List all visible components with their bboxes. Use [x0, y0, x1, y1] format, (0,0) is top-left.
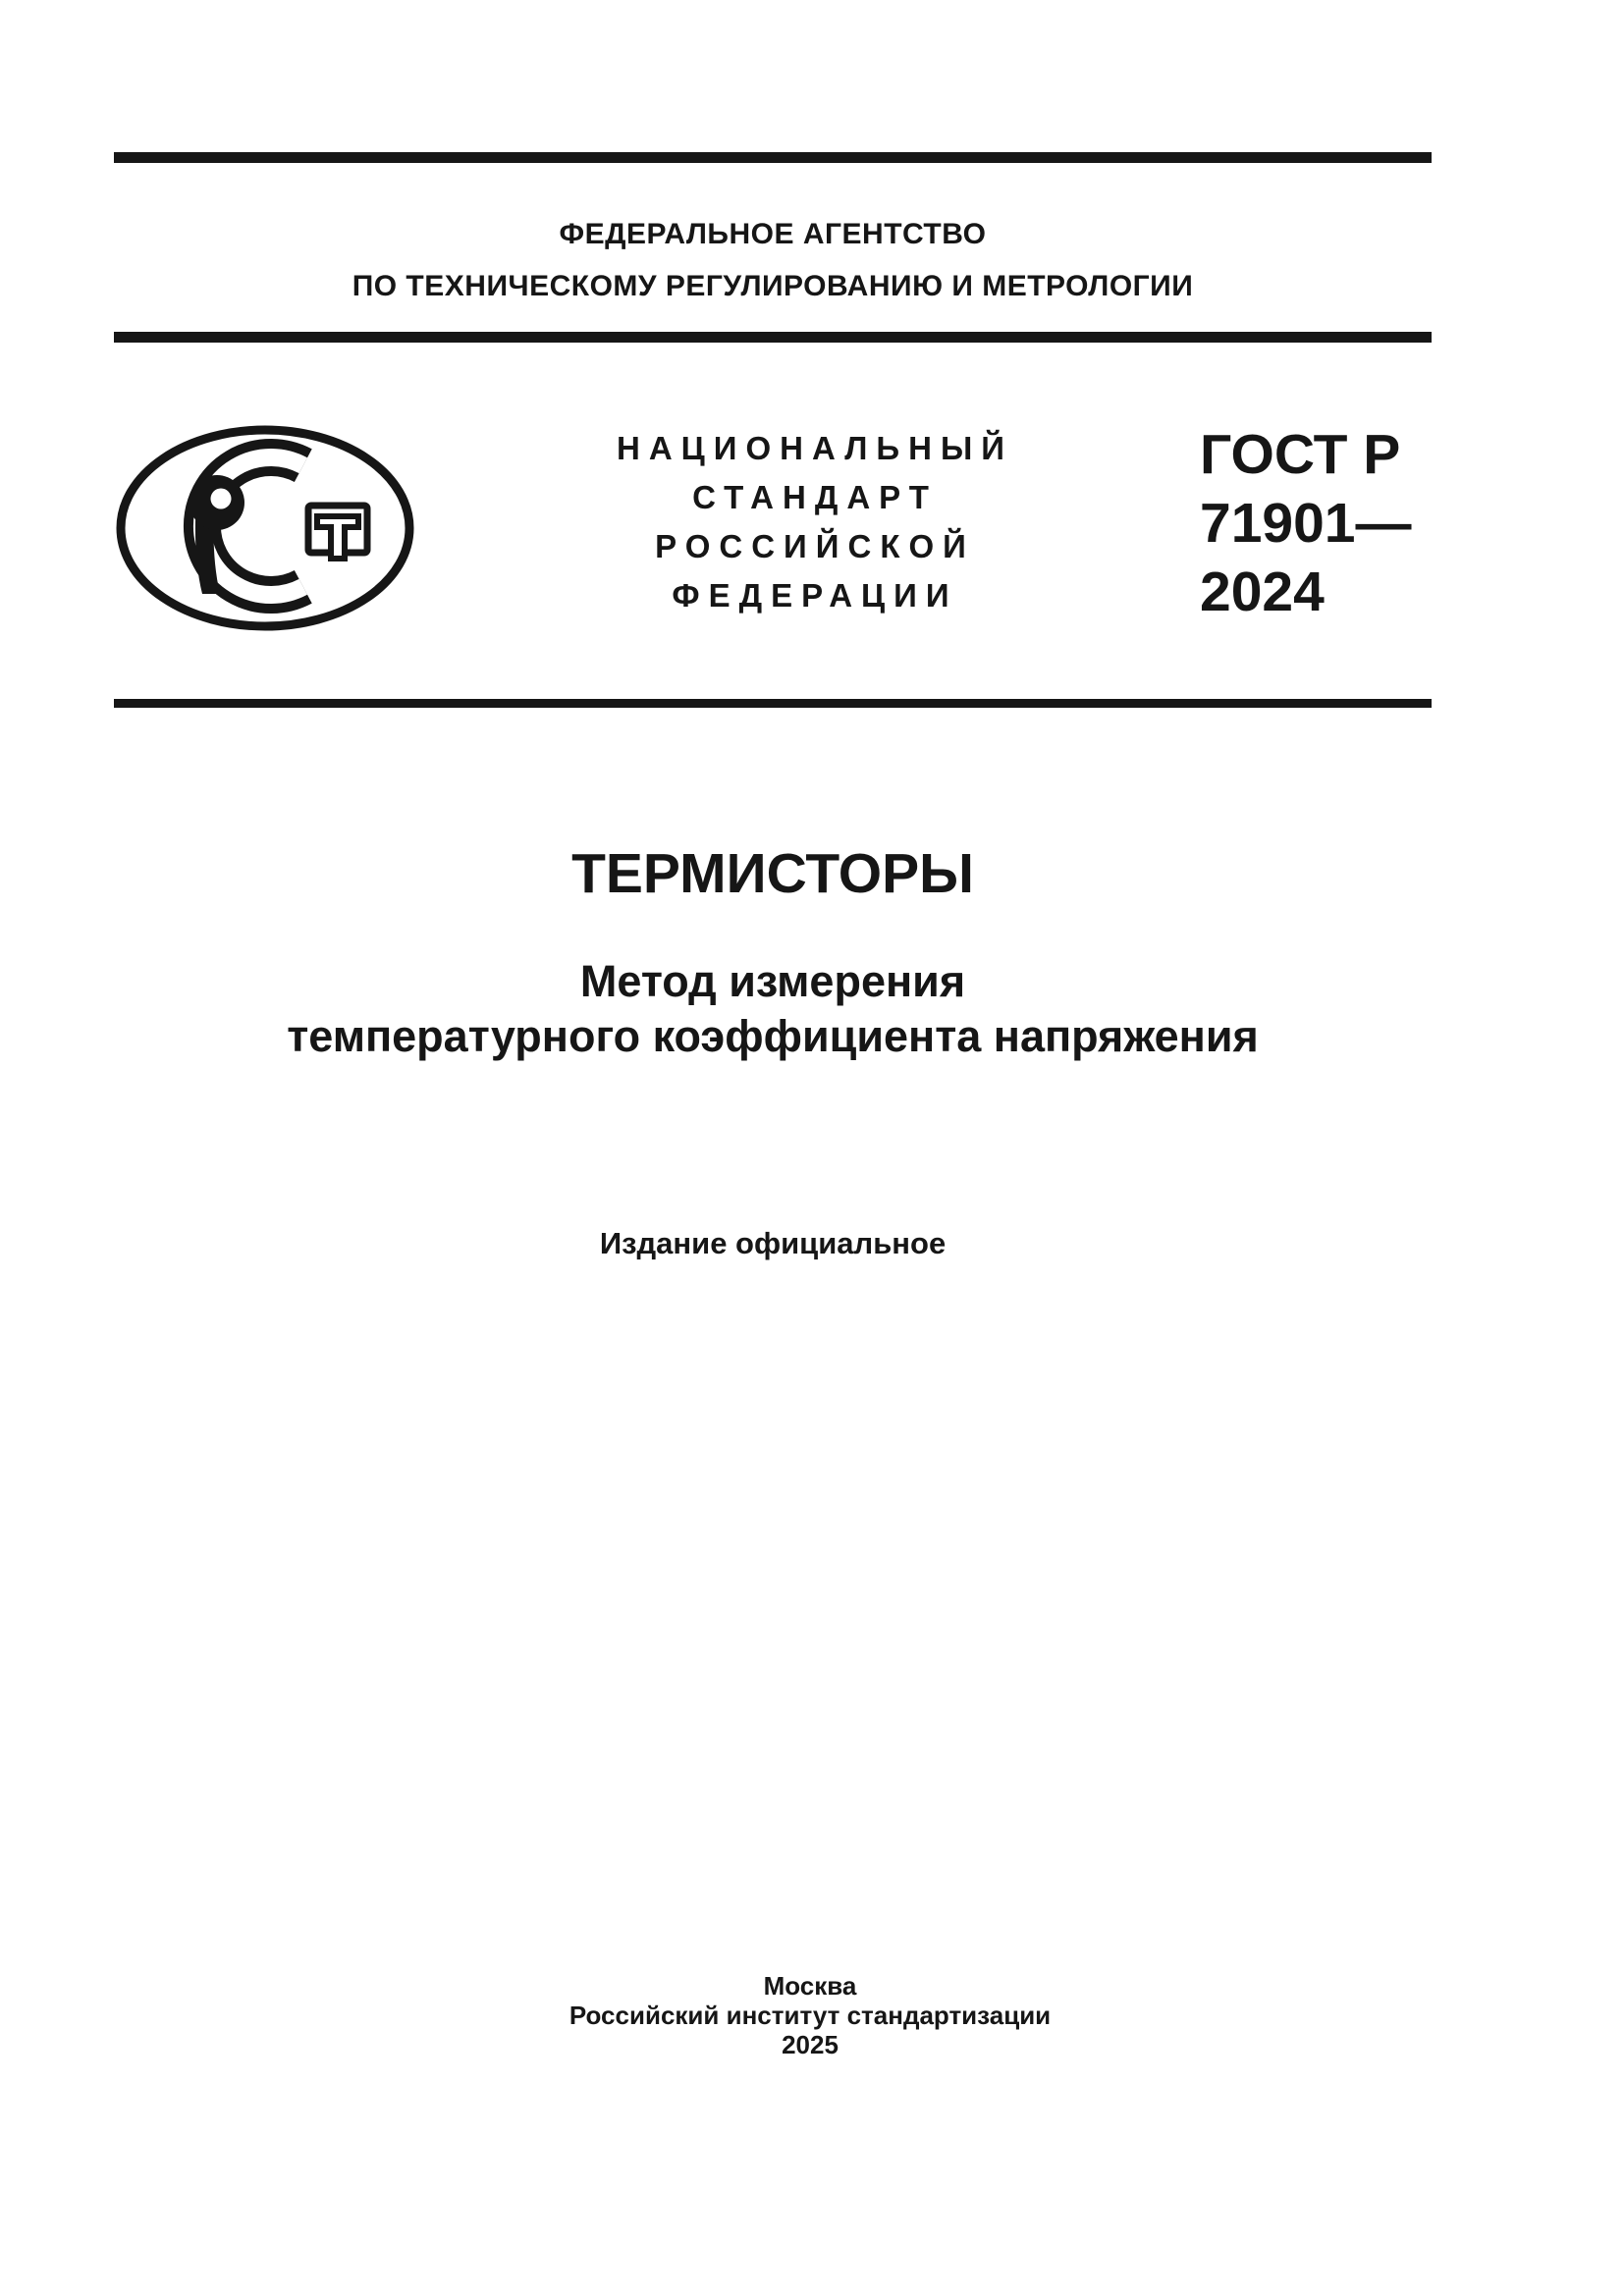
standard-type-line: РОССИЙСКОЙ: [655, 528, 975, 564]
standard-type-line: НАЦИОНАЛЬНЫЙ: [617, 430, 1013, 466]
imprint-publisher: Российский институт стандартизации: [568, 2001, 1052, 2030]
rst-rosstandart-logo-icon: [116, 425, 414, 631]
document-subtitle: [114, 954, 1432, 1064]
imprint-block: [0, 1971, 1620, 2059]
edition-note: Издание официальное: [599, 1226, 947, 1260]
subtitle-line2: температурного коэффициента напряжения: [287, 1011, 1259, 1061]
standard-type-line: ФЕДЕРАЦИИ: [672, 577, 958, 614]
document-title: ТЕРМИСТОРЫ: [571, 842, 974, 905]
designation-line: 2024: [1200, 561, 1325, 623]
imprint-city: Москва: [763, 1971, 857, 2001]
designation-line: 71901—: [1200, 492, 1412, 555]
imprint-year: 2025: [782, 2030, 839, 2059]
designation-line: ГОСТ Р: [1200, 423, 1401, 486]
agency-name-line1: ФЕДЕРАЛЬНОЕ АГЕНТСТВО: [559, 218, 987, 250]
lower-divider-rule: [114, 699, 1432, 708]
standard-type-line: СТАНДАРТ: [692, 479, 938, 515]
agency-name-line2: ПО ТЕХНИЧЕСКОМУ РЕГУЛИРОВАНИЮ И МЕТРОЛОГИИ: [352, 270, 1194, 302]
middle-divider-rule: [114, 332, 1432, 343]
top-divider-rule: [114, 152, 1432, 163]
subtitle-line1: Метод измерения: [579, 956, 966, 1006]
standard-designation-block: [1200, 420, 1412, 626]
standard-type-block: [417, 424, 1213, 620]
